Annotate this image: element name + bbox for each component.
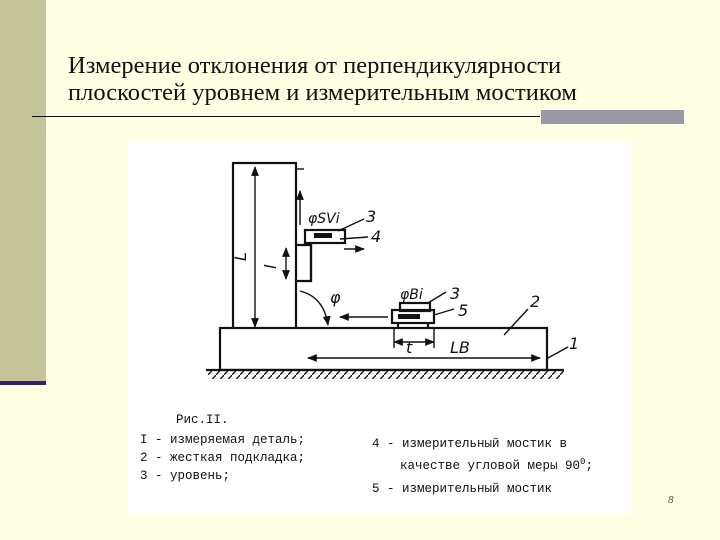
label-1: 1 (569, 334, 580, 353)
label-5: 5 (458, 301, 469, 320)
label-LB: LB (450, 338, 470, 357)
level-bubble-top (314, 233, 332, 238)
title-line-2: плоскостей уровнем и измерительным мостиком (68, 79, 577, 106)
caption-title: Рис.II. (176, 413, 229, 427)
label-t: t (406, 338, 413, 357)
label-2: 2 (530, 292, 541, 311)
title-accent-bar (541, 110, 684, 124)
caption-item-4a: 4 - измерительный мостик в (372, 437, 568, 451)
angle-arc (300, 291, 328, 325)
leader-1 (546, 347, 568, 359)
leader-3a (338, 219, 364, 231)
left-decor-rule (0, 381, 46, 385)
vertical-column (233, 163, 296, 328)
bridge-bubble (398, 314, 420, 319)
caption-item-4b-text: качестве угловой меры 90 (400, 459, 581, 474)
leader-5 (434, 309, 454, 315)
figure-panel (128, 141, 631, 514)
caption-degree: 0 (580, 457, 586, 467)
caption-item-4b-end: ; (585, 459, 593, 474)
rigid-support (220, 328, 547, 370)
label-l: l (261, 264, 280, 269)
caption-item-1: I - измеряемая деталь; (140, 433, 306, 447)
label-3a: 3 (366, 207, 377, 226)
leader-2 (504, 309, 528, 335)
label-4: 4 (371, 227, 382, 246)
label-L: L (231, 252, 250, 261)
leader-3b (428, 292, 446, 303)
title-line-1: Измерение отклонения от перпендикулярности (68, 52, 562, 79)
ground-hatch (208, 371, 564, 379)
slide-title (68, 52, 708, 106)
angle-square (296, 245, 311, 281)
caption-item-5: 5 - измерительный мостик (372, 482, 553, 496)
label-phi: φ (330, 288, 341, 307)
label-phi-bi: φBi (400, 287, 423, 303)
caption-item-3: 3 - уровень; (140, 469, 231, 483)
label-3b: 3 (450, 284, 461, 303)
title-underline (32, 116, 540, 117)
label-phi-svi: φSVi (308, 211, 340, 227)
left-decor-bar (0, 0, 46, 383)
caption-item-4b (400, 454, 593, 474)
caption-item-2: 2 - жесткая подкладка; (140, 451, 306, 465)
slide-number: 8 (668, 495, 674, 506)
